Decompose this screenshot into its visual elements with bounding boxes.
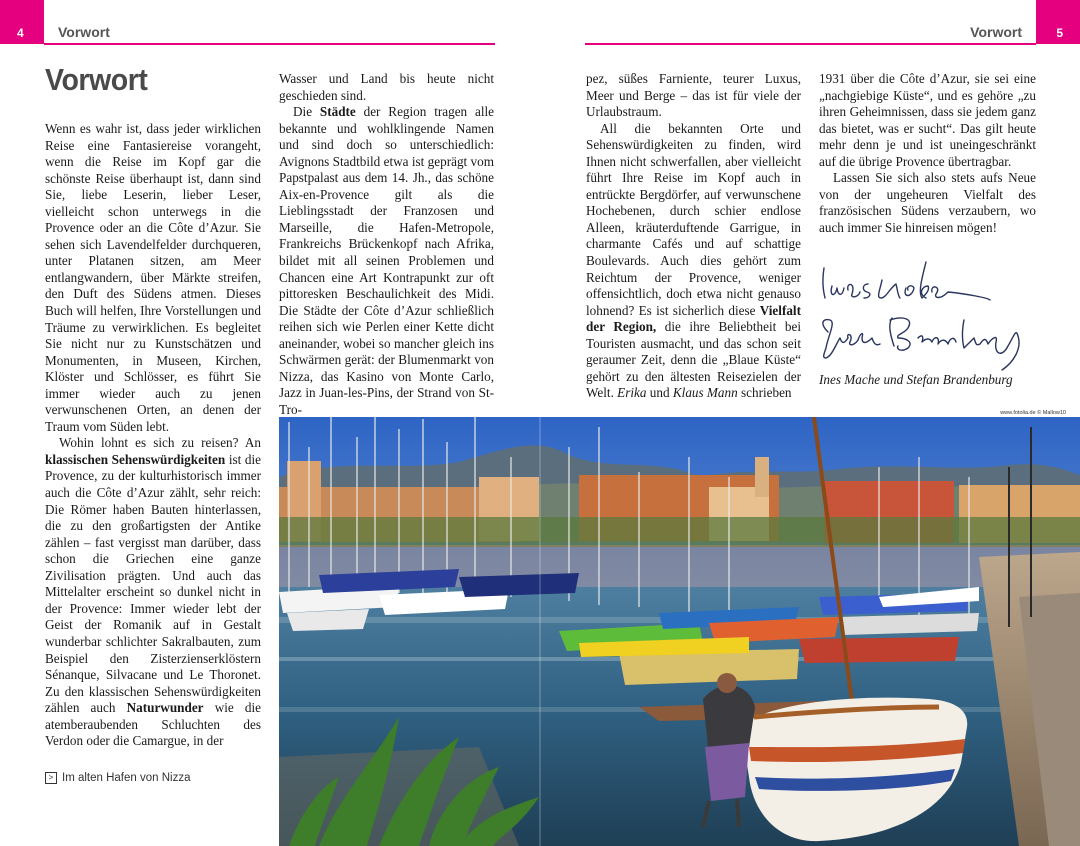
text-run: ist die Provence, zu der kulturhistorisch immer auch die Côte d’Azur zählt, sehr reich: Die Römer haben Bauten hinterlassen, die zu den großartigsten der Antike zählen – fast vergisst man darüber, dass schon die Griechen eine ganze Zivilisation prägten. Und auch das Mittelalter erscheint so dunkel nicht in der Provence: Immer wieder lebt der Geist der Romanik auf in Gestalt wunderbar schlichter Sakralbauten, zum Beispiel den Zisterzienserklöstern Sénanque, Silvacane und Le Thoronet. Zu den klassischen Sehenswürdigkeiten zählen auch (45, 451, 261, 716)
paragraph (279, 104, 494, 418)
chapter-title: Vorwort (45, 62, 148, 97)
running-head-left: Vorwort (58, 24, 110, 40)
text-column-2 (279, 71, 494, 418)
paragraph (586, 121, 801, 402)
header-rule-left (44, 43, 495, 45)
paragraph (819, 71, 1036, 170)
page-number-right: 5 (1036, 0, 1080, 44)
italic-run: Klaus Mann (672, 385, 738, 401)
paragraph (819, 170, 1036, 236)
paragraph (45, 121, 261, 435)
header-rule-right (585, 43, 1036, 45)
text-run: wie die atemberaubenden Schluchten des Verdon oder die Camargue, in der (45, 700, 261, 749)
text-run: Wenn es wahr ist, dass jeder wirklichen Reise eine Fantasiereise vorangeht, wenn die Reise im Kopf gar die schönste Reise überhaupt ist, dann sind Sie, liebe Leserin, lieber Leser, vielleicht schon unterwegs in die Provence oder an die Côte d’Azur. Sie sehen sich Lavendelfelder durchqueren, unter Platanen sitzen, am Meer entlangwandern, über Märkte streifen, den Duft des Südens atmen. Dieses Buch will helfen, Ihre Vorstellungen und Träume zu verwirklichen. Es begleitet Sie nicht nur zu Kunstschätzen und Monumenten, in Museen, Kirchen, Klöster und Schlösser, es führt Sie immer wieder auch zu jenen verwunschenen Orten, an denen der Traum vom Süden lebt. (45, 121, 261, 434)
italic-run: Erika (617, 385, 647, 401)
bold-run: Vielfalt der Region, (586, 302, 801, 335)
text-run: pez, süßes Farniente, teurer Luxus, Meer und Berge – das ist für viele der Urlaubstraum. (586, 71, 801, 120)
text-run: All die bekannten Orte und Sehenswürdigkeiten zu finden, wird Ihnen nicht schwerfallen, aber vielleicht führt Ihre Reise im Kopf auch in entrückte Bergdörfer, auf verwunschene Hochebenen, durch schier endlose Alleen, kräuterduftende Garrigue, in charmante Cafés und auf schattige Boulevards. Auch dies gehört zum Reichtum der Provence, weniger offensichtlich, doch etwa nicht genauso lohnend? Es ist sicherlich diese (586, 120, 801, 318)
photo-caption (45, 772, 190, 784)
text-run: und (646, 385, 673, 401)
paragraph (279, 71, 494, 104)
text-run: Wohin lohnt es sich zu reisen? An (59, 435, 261, 451)
signature-caption: Ines Mache und Stefan Brandenburg (819, 372, 1013, 387)
bold-run: Naturwunder (126, 700, 204, 716)
text-column-3 (586, 71, 801, 402)
running-head-right: Vorwort (970, 24, 1022, 40)
harbor-photo (279, 417, 1080, 846)
photo-caption-text: Im alten Hafen von Nizza (62, 772, 191, 784)
paragraph (45, 435, 261, 749)
text-column-4 (819, 71, 1036, 236)
arrow-right-icon: > (45, 772, 57, 784)
text-run: Die (293, 104, 320, 120)
paragraph (586, 71, 801, 121)
text-run: schrieben (737, 385, 792, 401)
handwritten-signatures (818, 258, 1033, 373)
page-number-left: 4 (0, 0, 44, 44)
text-run: die ihre Beliebtheit bei Touristen ausmacht, und das schon seit geraumer Zeit, denn die „Blaue Küste“ gehört zu den ältesten Reisezielen der Welt. (586, 319, 801, 401)
text-column-1 (45, 121, 261, 750)
bold-run: klassischen Sehenswürdigkeiten (45, 451, 226, 467)
text-run: der Region tragen alle bekannte und wohlklingende Namen und sind doch so unterschiedlich: Avignons Stadtbild etwa ist geprägt vom Papstpalast aus dem 14. Jh., das schöne Aix-en-Provence gilt als die Lieblingsstadt der Franzosen und Marseille, die Hafen-Metropole, Frankreichs Brückenkopf nach Afrika, bildet mit all seinen Problemen und Chancen eine Art Kontrapunkt zur oft pittoresken Beschaulichkeit des Midi. Die Städte der Côte d’Azur schließlich reihen sich wie Perlen einer Kette dicht aneinander, wobei so mancher gleich ins Schwärmen gerät: der Blumenmarkt von Nizza, das Kasino von Monte Carlo, Jazz in Juan-les-Pins, der Strand von St-Tro- (279, 104, 494, 417)
bold-run: Städte (319, 104, 356, 120)
text-run: 1931 über die Côte d’Azur, sie sei eine „nachgiebige Küste“, und es gehöre „zu ihren Geheimnissen, dass sie jedem ganz das bietet, was er sucht“. Das gilt heute mehr denn je und ist uneingeschränkt auf die übrige Provence übertragbar. (819, 71, 1036, 169)
photo-credit: www.fotolia.de © Mallow10 (1000, 410, 1066, 416)
text-run: Lassen Sie sich also stets aufs Neue von der ungeheuren Vielfalt des französischen Südens verzaubern, wo auch immer Sie hinreisen mögen! (819, 170, 1036, 235)
text-run: Wasser und Land bis heute nicht geschieden sind. (279, 71, 494, 103)
